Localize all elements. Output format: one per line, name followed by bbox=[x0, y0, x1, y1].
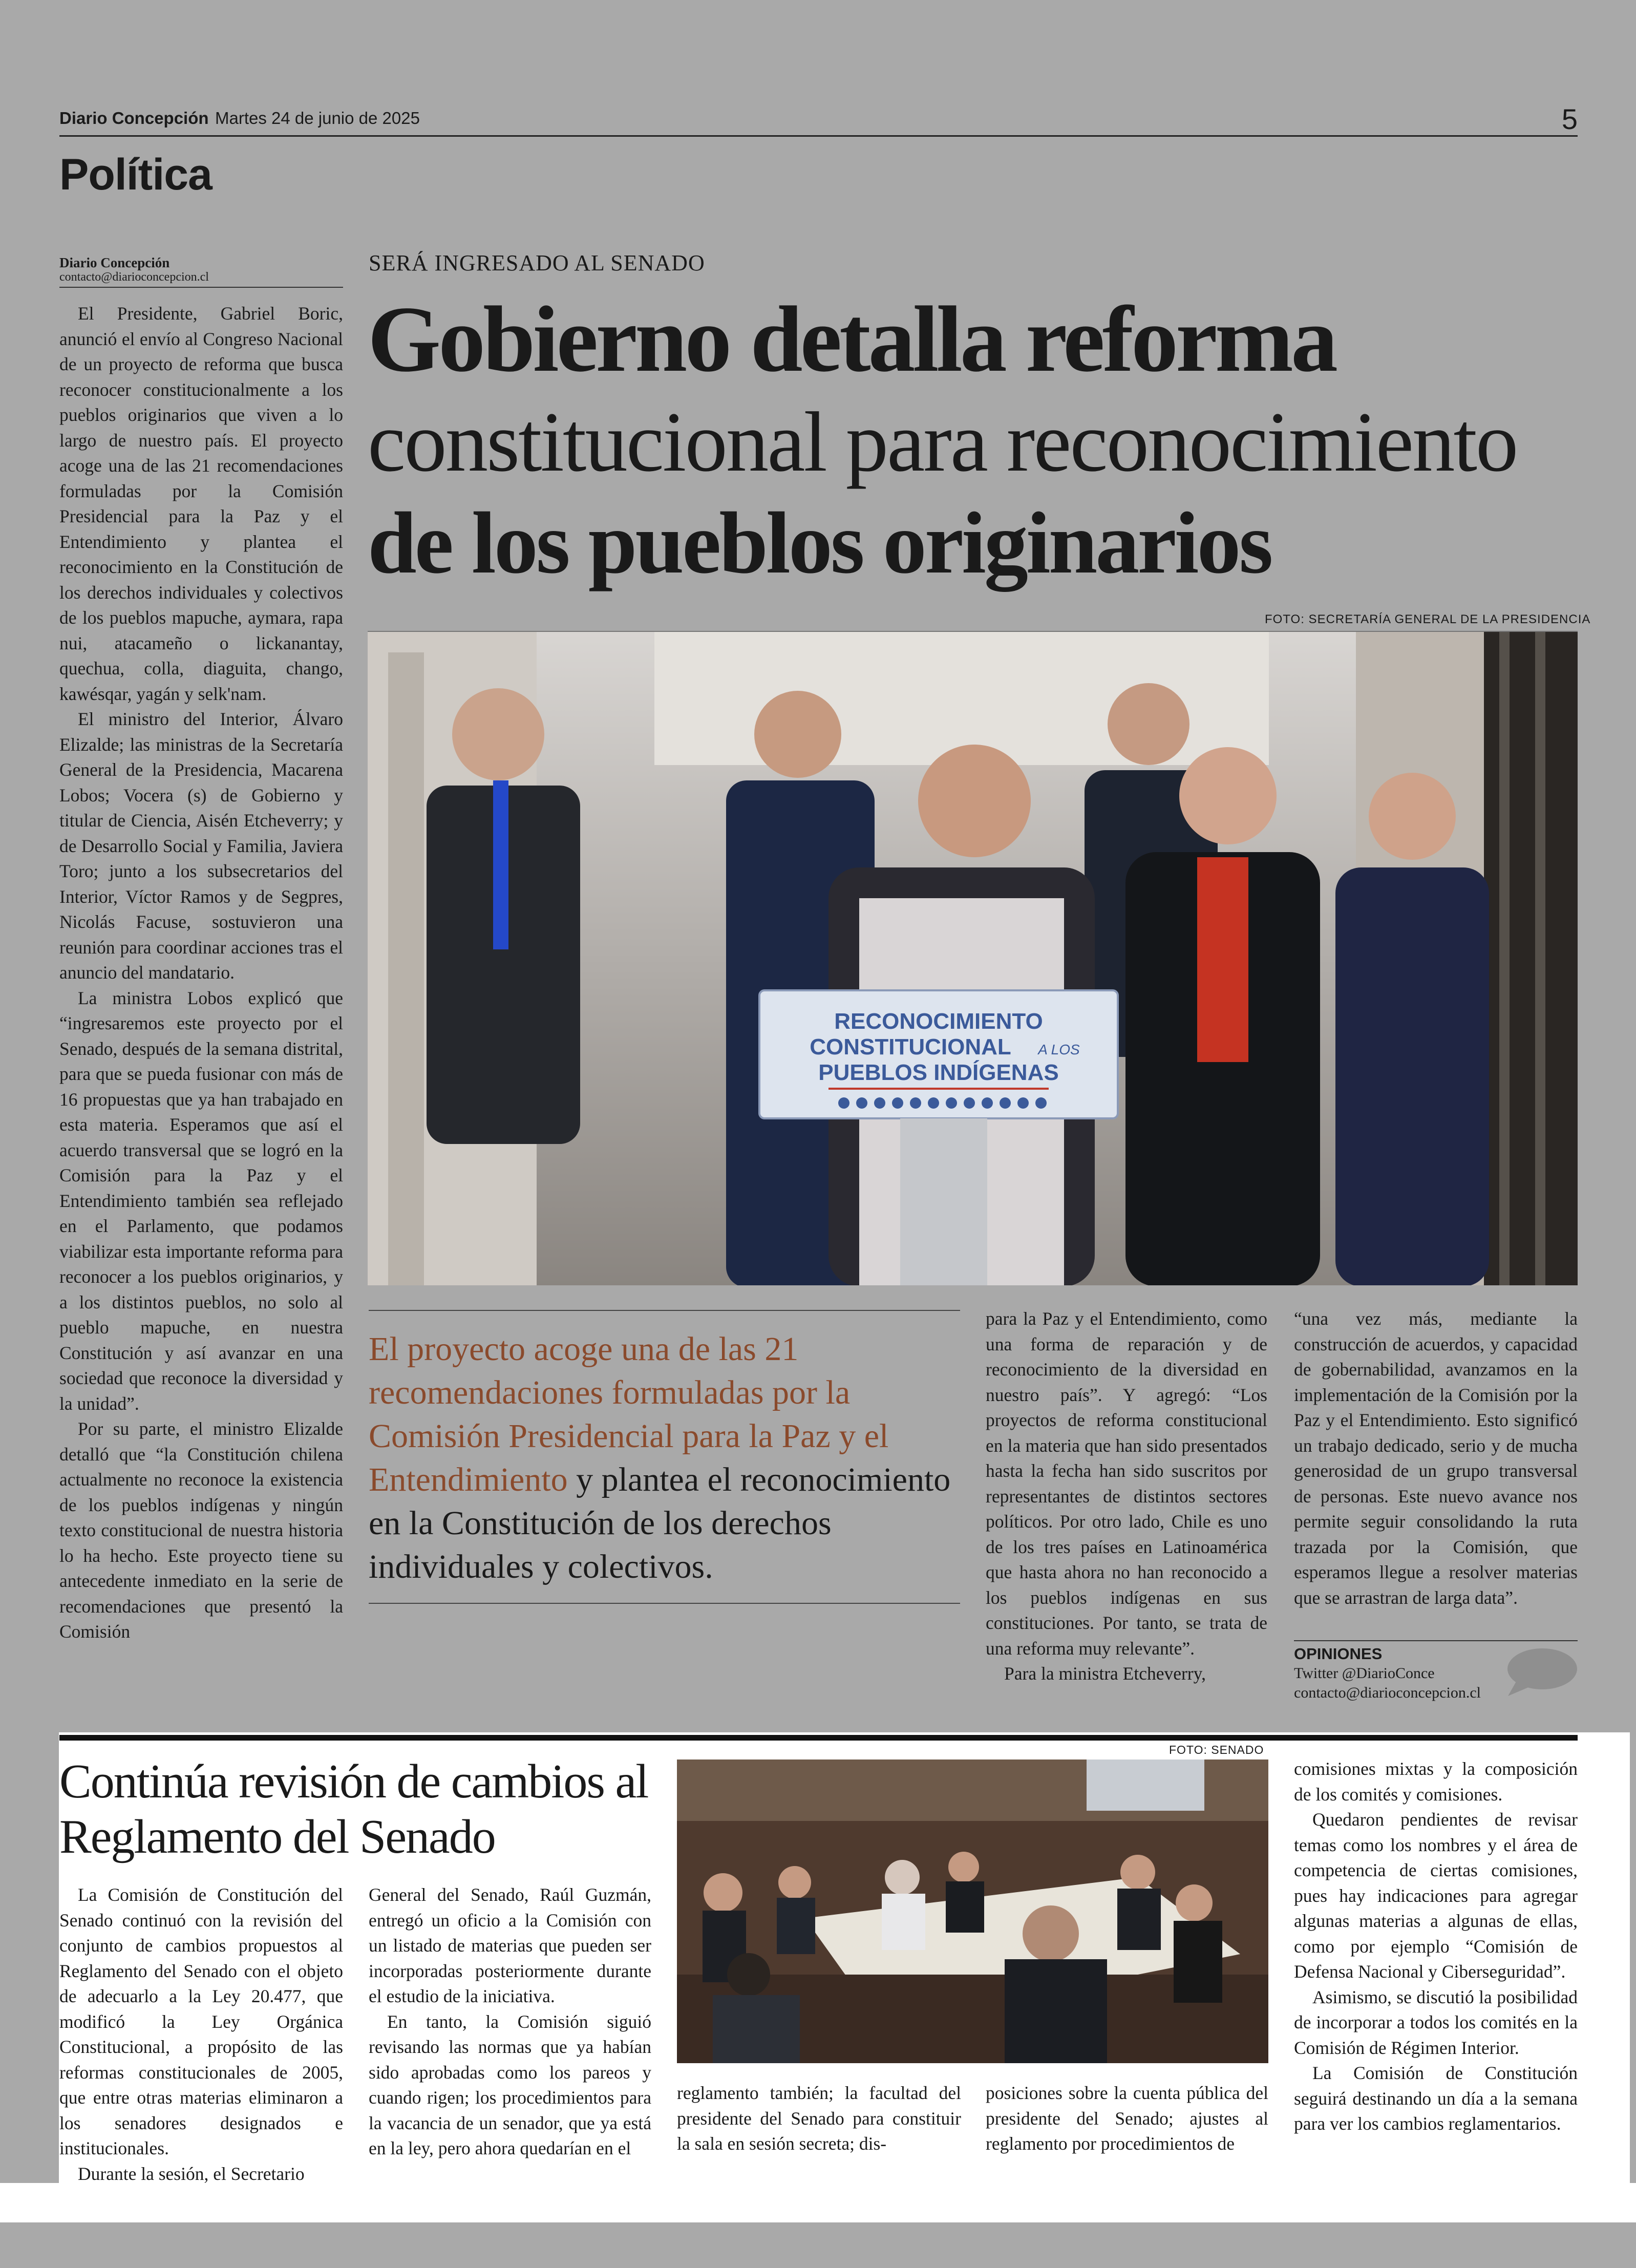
podium-sign-line-2-small: A LOS bbox=[1038, 1042, 1080, 1057]
margin-right bbox=[1630, 1732, 1636, 2183]
page-footer-band bbox=[0, 2222, 1636, 2268]
paragraph: Asimismo, se discutió la posibilidad de incorporar a todos los comités en la Comisión de Régimen Interior. bbox=[1294, 1986, 1578, 2058]
paragraph: Por su parte, el ministro Elizalde detalló que “la Constitución chilena actualmente no reconoce la existencia de los pueblos indígenas y ningún texto constitucional de nuestra historia lo ha hecho. Este proyecto tiene su antecedente inmediato en la serie de recomendaciones que presentó la Comisión bbox=[59, 1418, 343, 1642]
paragraph: Durante la sesión, el Secretario bbox=[78, 2163, 305, 2184]
page-header bbox=[59, 103, 1578, 137]
paragraph: Para la ministra Etcheverry, bbox=[1004, 1663, 1206, 1684]
speech-bubble-icon bbox=[1504, 1647, 1578, 1699]
second-column-3 bbox=[677, 2081, 961, 2173]
publication-date: Martes 24 de junio de 2025 bbox=[215, 109, 420, 128]
paragraph: para la Paz y el Entendimiento, como una forma de reparación y de reconocimiento de la diversidad en nuestro país”. Y agregó: “Los proyectos de reforma constitucional en la materia que han sido presentados hasta la fecha han sido suscritos por representantes de distintos sectores políticos. Por otro lado, Chile es uno de los tres países en Latinoamérica que hasta ahora no han reconocido a los pueblos indígenas en sus constituciones. Por tanto, se trata de una reforma muy relevante”. bbox=[986, 1308, 1267, 1659]
second-column-1 bbox=[59, 1882, 343, 2184]
second-headline: Continúa revisión de cambios al Reglamento del Senado bbox=[59, 1755, 648, 1863]
paragraph: reglamento también; la facultad del presidente del Senado para constituir la sala en sesión secreta; dis- bbox=[677, 2083, 961, 2154]
second-column-2 bbox=[369, 1882, 651, 2169]
paragraph: En tanto, la Comisión siguió revisando las normas que ya habían sido aprobadas como los pareos y cuando rigen; los procedimientos para la vacancia de un senador, que ya está en la ley, pero ahora quedarían en el bbox=[369, 2011, 651, 2158]
main-photo bbox=[368, 631, 1578, 1285]
paragraph: La Comisión de Constitución seguirá destinando un día a la semana para ver los cambios reglamentarios. bbox=[1294, 2063, 1578, 2134]
paragraph: posiciones sobre la cuenta pública del presidente del Senado; ajustes al reglamento por procedimientos de bbox=[986, 2083, 1268, 2154]
headline-line-3: de los pueblos originarios bbox=[368, 495, 1271, 592]
opinions-title: OPINIONES bbox=[1294, 1645, 1383, 1663]
opinions-box bbox=[1294, 1640, 1578, 1703]
photo-credit: FOTO: SECRETARÍA GENERAL DE LA PRESIDENCIA bbox=[1265, 612, 1591, 626]
article-column-3 bbox=[986, 1306, 1267, 1706]
opinions-email[interactable]: contacto@diarioconcepcion.cl bbox=[1294, 1684, 1481, 1701]
paragraph: “una vez más, mediante la construcción de acuerdos, y capacidad de gobernabilidad, avanzamos en la implementación de la Comisión por la Paz y el Entendimiento. Esto significó un trabajo dedicado, serio y de mucha generosidad de un grupo transversal de personas. Este nuevo avance nos permite seguir consolidando la ruta trazada por la Comisión, que esperamos llegue a resolver materias que se arrastran de larga data”. bbox=[1294, 1308, 1578, 1608]
pull-quote-accent: El proyecto acoge una de las 21 recomendaciones formuladas por la Comisión Presidencial para la Paz y el Entendimiento bbox=[369, 1330, 889, 1498]
byline-email: contacto@diarioconcepcion.cl bbox=[59, 270, 209, 284]
second-column-5 bbox=[1294, 1756, 1578, 2171]
article-column-4 bbox=[1294, 1306, 1578, 1634]
headline-line-2: constitucional para reconocimiento bbox=[368, 395, 1517, 490]
paragraph: El Presidente, Gabriel Boric, anunció el envío al Congreso Nacional de un proyecto de reforma que busca reconocer constitucionalmente a los pueblos originarios que viven a lo largo de nuestro país. El proyecto acoge una de las 21 recomendaciones formuladas por la Comisión Presidencial para la Paz y el Entendimiento y plantea el reconocimiento en la Constitución de los derechos individuales y colectivos de los pueblos mapuche, aymara, rapa nui, atacameño o lickanantay, quechua, colla, diaguita, chango, kawésqar, yagán y selk'nam. bbox=[59, 303, 343, 704]
paragraph: Quedaron pendientes de revisar temas como los nombres y el área de competencia de ciertas comisiones, pues hay indicaciones para agregar algunas materias a algunas de ellas, como por ejemplo “Comisión de Defensa Nacional y Ciberseguridad”. bbox=[1294, 1809, 1578, 1982]
podium-sign-line-2: CONSTITUCIONAL bbox=[810, 1034, 1011, 1059]
article-kicker: SERÁ INGRESADO AL SENADO bbox=[369, 250, 705, 275]
byline bbox=[59, 255, 343, 288]
article-column-1 bbox=[59, 301, 343, 1704]
podium-sign-line-1: RECONOCIMIENTO bbox=[834, 1009, 1043, 1034]
senate-photo bbox=[677, 1760, 1268, 2063]
headline-line-1: Gobierno detalla reforma bbox=[368, 287, 1335, 391]
byline-name: Diario Concepción bbox=[59, 255, 170, 270]
section-title: Política bbox=[59, 150, 212, 199]
paragraph: comisiones mixtas y la composición de los comités y comisiones. bbox=[1294, 1758, 1578, 1805]
pull-quote bbox=[369, 1310, 960, 1604]
opinions-twitter[interactable]: Twitter @DiarioConce bbox=[1294, 1665, 1435, 1682]
margin-left bbox=[0, 1732, 59, 2183]
paragraph: La Comisión de Constitución del Senado continuó con la revisión del conjunto de cambios propuestos al Reglamento del Senado con el objeto de adecuarlo a la Ley 20.477, que modificó la Ley Orgánica Constitucional, a propósito de las reformas constitucionales de 2005, que entre otras materias eliminaron a los senadores designados e institucionales. bbox=[59, 1884, 343, 2158]
section-divider bbox=[59, 1735, 1578, 1741]
second-photo-credit: FOTO: SENADO bbox=[1169, 1743, 1264, 1756]
paragraph: La ministra Lobos explicó que “ingresaremos este proyecto por el Senado, después de la semana distrital, para que se pueda fusionar con más de 16 propuestas que ya han trabajado en esta materia. Esperamos que así el acuerdo transversal que se logró en la Comisión para la Paz y el Entendimiento también sea reflejado en el Parlamento, que podamos viabilizar esta importante reforma para reconocer a los pueblos originarios, y a los distintos pueblos, no solo al pueblo mapuche, en nuestra Constitución y así avanzar en una sociedad que reconoce la diversidad y la unidad”. bbox=[59, 987, 343, 1414]
paragraph: General del Senado, Raúl Guzmán, entregó un oficio a la Comisión con un listado de materias que pueden ser incorporadas posteriormente durante el estudio de la iniciativa. bbox=[369, 1884, 651, 2006]
publication-name: Diario Concepción bbox=[59, 109, 209, 128]
pull-quote-rest: y plantea el reconocimiento en la Constitución de los derechos individuales y colectivos. bbox=[369, 1461, 951, 1585]
paragraph: El ministro del Interior, Álvaro Elizalde; las ministras de la Secretaría General de la Presidencia, Macarena Lobos; Vocera (s) de Gobierno y titular de Ciencia, Aisén Etcheverry; y de Desarrollo Social y Familia, Javiera Toro; junto a los subsecretarios del Interior, Víctor Ramos y de Segpres, Nicolás Facuse, sostuvieron una reunión para coordinar acciones tras el anuncio del mandatario. bbox=[59, 709, 343, 983]
second-column-4 bbox=[986, 2081, 1268, 2173]
podium-sign-line-3: PUEBLOS INDÍGENAS bbox=[818, 1060, 1059, 1085]
page-number: 5 bbox=[1561, 103, 1578, 135]
